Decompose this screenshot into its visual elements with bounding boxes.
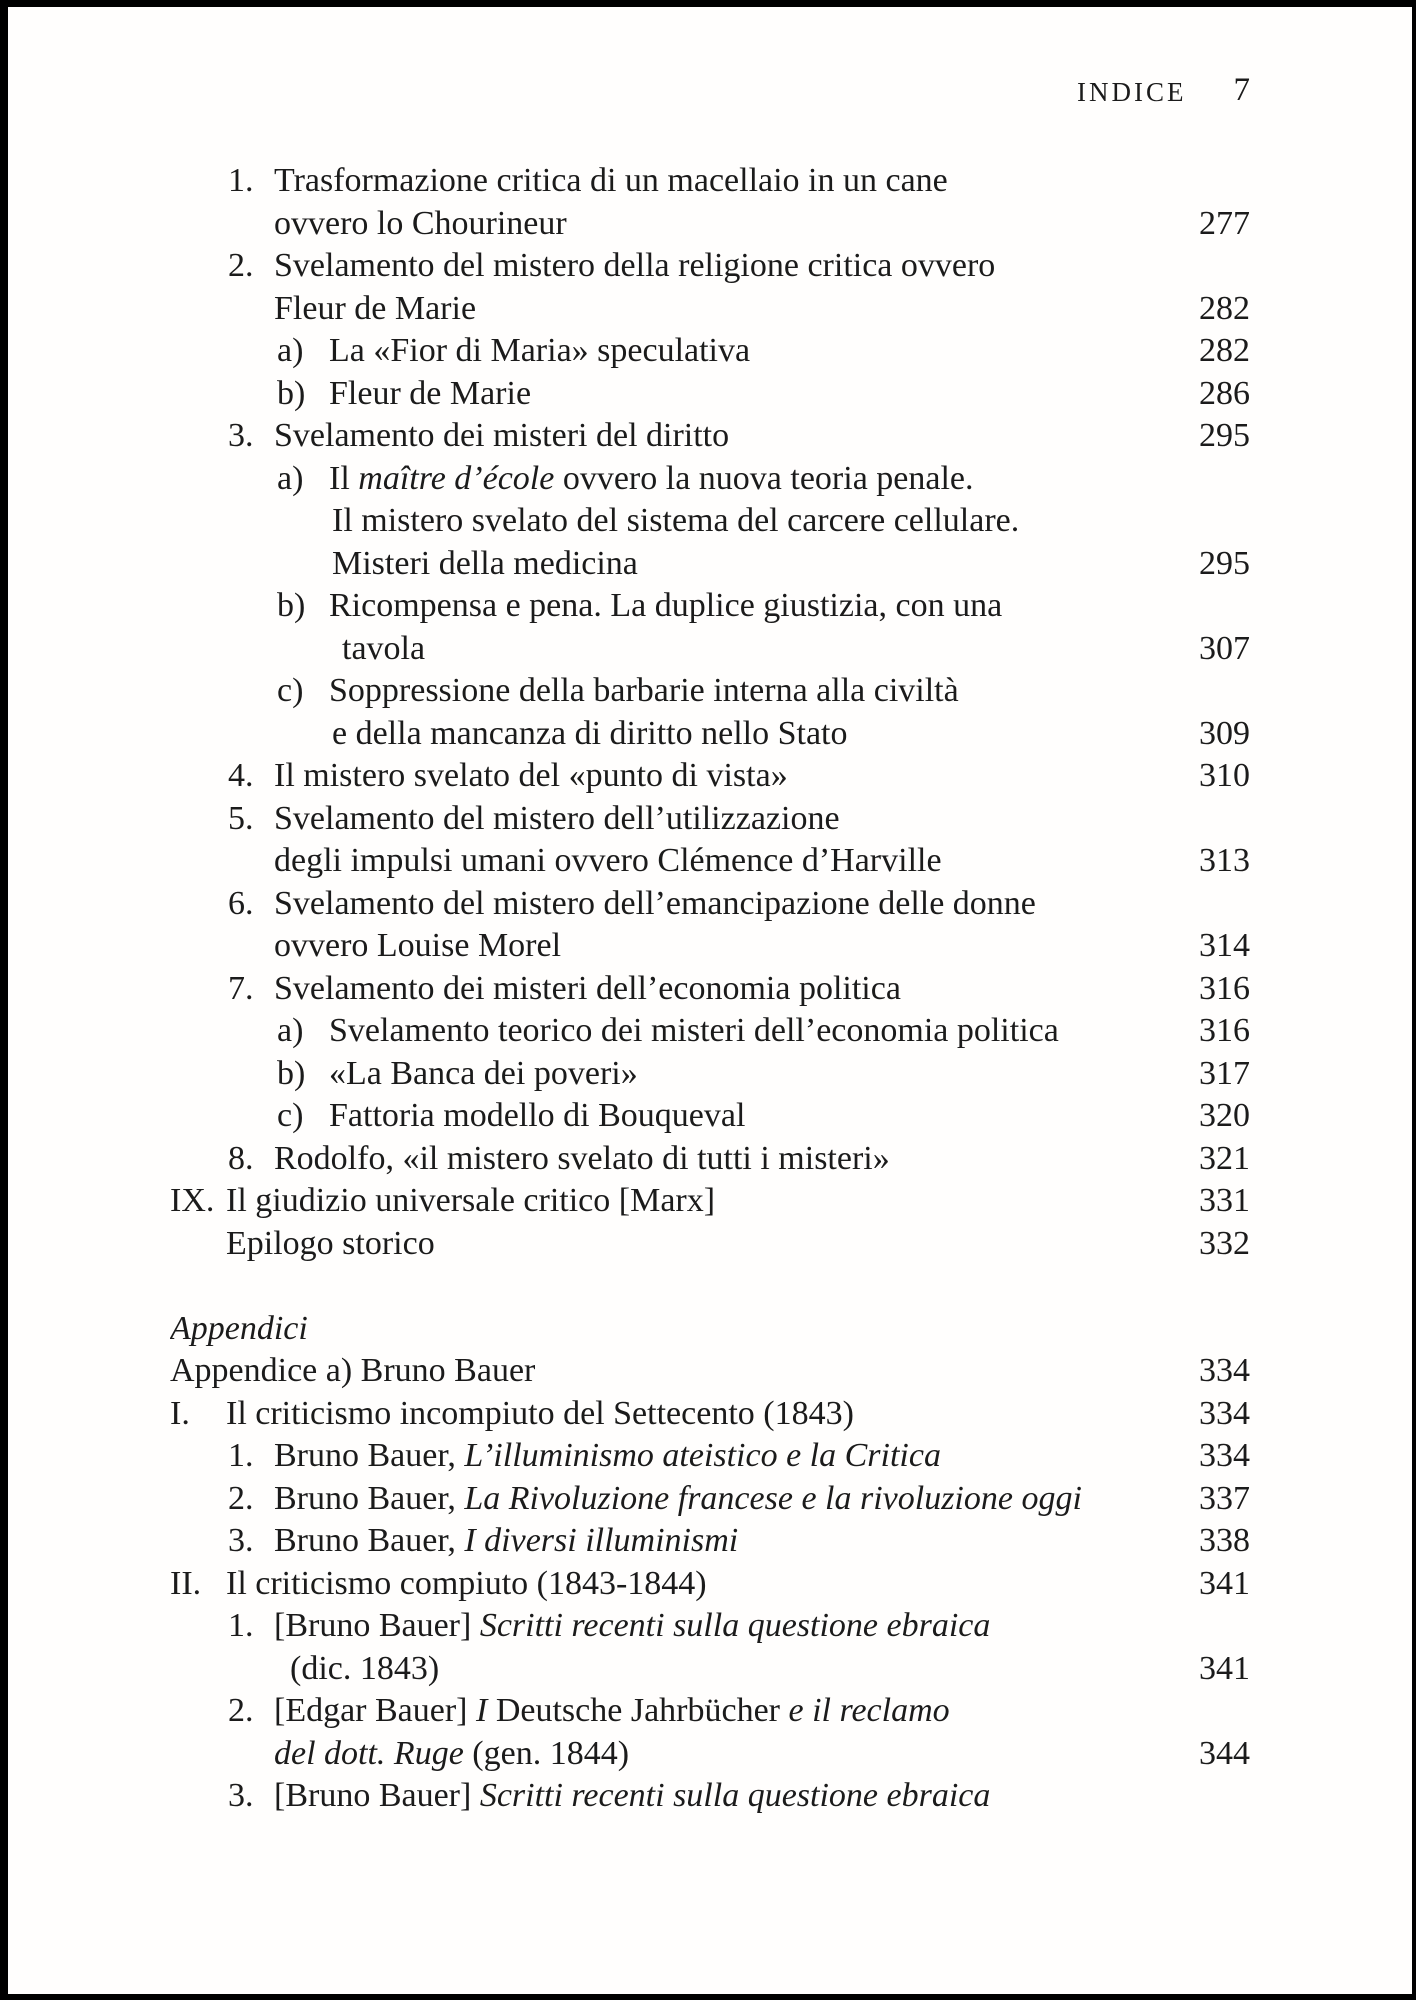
running-head-title: INDICE: [1077, 77, 1187, 107]
toc-row: [8, 1265, 1412, 1308]
toc-row-page-number: 295: [1199, 544, 1250, 582]
toc-row-page-number: 282: [1199, 289, 1250, 327]
toc-row-text: degli impulsi umani ovvero Clémence d’Harville: [274, 842, 942, 879]
toc-row-label: 7.: [228, 969, 254, 1007]
toc-row-text: Soppressione della barbarie interna alla civiltà: [329, 672, 959, 709]
toc-row-page-number: 338: [1199, 1522, 1250, 1559]
toc-row-page-number: 334: [1199, 1394, 1250, 1432]
toc-row-text: Rodolfo, «il mistero svelato di tutti i misteri»: [274, 1139, 890, 1177]
toc-row-page-number: [1238, 1775, 1250, 1818]
toc-row-label: 8.: [228, 1139, 254, 1177]
toc-row-text: Bruno Bauer, La Rivoluzione francese e la rivoluzione oggi: [274, 1479, 1082, 1517]
toc-row-text: Epilogo storico: [226, 1224, 435, 1262]
toc-row-text: Svelamento del mistero dell’emancipazione delle donne: [274, 884, 1036, 922]
toc-row-label: b): [277, 374, 306, 412]
book-page: [8, 7, 1412, 1994]
toc-row-page-number: 341: [1199, 1649, 1250, 1687]
toc-row-label: 2.: [228, 1479, 254, 1517]
toc-row-text: Il mistero svelato del sistema del carcere cellulare.: [332, 502, 1020, 539]
toc-row-page-number: [1238, 160, 1250, 203]
toc-row: [8, 1180, 1412, 1223]
toc-row: [8, 925, 1412, 968]
toc-row: [8, 1605, 1412, 1648]
toc-row-page-number: [1238, 585, 1250, 628]
toc-row-page-number: [1238, 1308, 1250, 1351]
toc-row-page-number: 344: [1199, 1734, 1250, 1772]
toc-row-label: 3.: [228, 1522, 254, 1559]
toc-row: [8, 543, 1412, 586]
toc-row-label: II.: [170, 1564, 202, 1602]
toc-row-label: c): [277, 1097, 304, 1134]
toc-row: [8, 1690, 1412, 1733]
toc-row: [8, 1435, 1412, 1478]
toc-row-page-number: 310: [1199, 757, 1250, 794]
toc-row: [8, 1010, 1412, 1053]
toc-row: [8, 373, 1412, 416]
toc-row-page-number: 320: [1199, 1097, 1250, 1134]
toc-row: [8, 1053, 1412, 1096]
toc-row-page-number: 314: [1199, 927, 1250, 964]
toc-row-text: Fleur de Marie: [274, 289, 477, 327]
toc-row-text: Il giudizio universale critico [Marx]: [226, 1182, 716, 1219]
toc-row-text: [Edgar Bauer] I Deutsche Jahrbücher e il reclamo: [274, 1692, 950, 1729]
toc-row: [8, 415, 1412, 458]
toc-row-text: Il criticismo incompiuto del Settecento (1843): [226, 1394, 854, 1432]
toc-row: [8, 840, 1412, 883]
toc-row-page-number: 277: [1199, 204, 1250, 242]
toc-row-text: «La Banca dei poveri»: [329, 1054, 638, 1092]
toc-row-label: a): [277, 1012, 304, 1049]
toc-row-text: [Bruno Bauer] Scritti recenti sulla questione ebraica: [274, 1607, 991, 1644]
toc-row-label: 2.: [228, 1692, 254, 1729]
toc-row: [8, 1308, 1412, 1351]
toc-row-page-number: 321: [1199, 1139, 1250, 1177]
toc-row-label: 1.: [228, 1437, 254, 1474]
toc-row-page-number: 309: [1199, 714, 1250, 752]
toc-row-text: Fleur de Marie: [329, 374, 532, 412]
toc-row-label: IX.: [170, 1182, 215, 1219]
toc-row-label: 4.: [228, 757, 254, 794]
toc-row: [8, 203, 1412, 246]
toc-row-text: Svelamento del mistero della religione critica ovvero: [274, 247, 996, 284]
toc-row-page-number: 307: [1199, 629, 1250, 667]
toc-row: [8, 458, 1412, 501]
toc-row-page-number: 295: [1199, 417, 1250, 454]
toc-row: [8, 628, 1412, 671]
toc-row-page-number: [1238, 245, 1250, 288]
toc-row-label: b): [277, 1054, 306, 1092]
toc-row: [8, 968, 1412, 1011]
toc-row-text: tavola: [342, 629, 426, 667]
toc-row-page-number: 331: [1199, 1182, 1250, 1219]
toc-row: [8, 288, 1412, 331]
toc-row-label: a): [277, 459, 304, 497]
toc-row-page-number: 334: [1199, 1352, 1250, 1389]
toc-row-label: 5.: [228, 799, 254, 837]
toc-row-text: Trasformazione critica di un macellaio in un cane: [274, 162, 948, 199]
toc-row-text: ovvero Louise Morel: [274, 927, 562, 964]
toc-row: [8, 1393, 1412, 1436]
toc-row: [8, 1648, 1412, 1691]
running-head-page-number: 7: [1233, 72, 1250, 108]
toc-row-label: 1.: [228, 162, 254, 199]
toc-row-label: 6.: [228, 884, 254, 922]
toc-row: [8, 755, 1412, 798]
toc-row-text: [Bruno Bauer] Scritti recenti sulla questione ebraica: [274, 1777, 991, 1814]
toc-row: [8, 1775, 1412, 1818]
toc-row-page-number: [1238, 458, 1250, 501]
toc-row-text: (dic. 1843): [290, 1649, 440, 1687]
toc-row-page-number: [1238, 1690, 1250, 1733]
toc-row-text: del dott. Ruge (gen. 1844): [274, 1734, 630, 1772]
toc-row-text: Il criticismo compiuto (1843-1844): [226, 1564, 707, 1602]
toc-row-label: I.: [170, 1394, 190, 1432]
toc-row: [8, 883, 1412, 926]
toc-row-text: Bruno Bauer, L’illuminismo ateistico e la Critica: [274, 1437, 941, 1474]
toc-row: [8, 1563, 1412, 1606]
toc-row-page-number: [1238, 1605, 1250, 1648]
toc-row: [8, 1138, 1412, 1181]
toc-row: [8, 798, 1412, 841]
toc-row-text: Il maître d’école ovvero la nuova teoria penale.: [329, 459, 974, 497]
toc-row-label: 2.: [228, 247, 254, 284]
toc-row-page-number: 282: [1199, 332, 1250, 369]
toc-row-page-number: 334: [1199, 1437, 1250, 1474]
toc-row-text: Bruno Bauer, I diversi illuminismi: [274, 1522, 739, 1559]
toc-row-text: Fattoria modello di Bouqueval: [329, 1097, 746, 1134]
toc-row: [8, 1350, 1412, 1393]
toc-row-text: Svelamento del mistero dell’utilizzazione: [274, 799, 840, 837]
toc-row-label: c): [277, 672, 304, 709]
toc-row-page-number: 286: [1199, 374, 1250, 412]
toc-row: [8, 1478, 1412, 1521]
toc-row-text: La «Fior di Maria» speculativa: [329, 332, 751, 369]
toc-row-text: ovvero lo Chourineur: [274, 204, 567, 242]
toc-row: [8, 500, 1412, 543]
toc-row-text: Svelamento dei misteri dell’economia politica: [274, 969, 901, 1007]
toc-row: [8, 330, 1412, 373]
toc-row-page-number: 316: [1199, 969, 1250, 1007]
toc-row: [8, 160, 1412, 203]
toc-row: [8, 713, 1412, 756]
toc-row-text: Misteri della medicina: [332, 544, 638, 582]
toc-row-page-number: [1238, 500, 1250, 543]
toc-row-text: Il mistero svelato del «punto di vista»: [274, 757, 788, 794]
toc-row-label: 1.: [228, 1607, 254, 1644]
toc-row-page-number: 337: [1199, 1479, 1250, 1517]
toc-row-text: Svelamento teorico dei misteri dell’economia politica: [329, 1012, 1059, 1049]
toc-row: [8, 1223, 1412, 1266]
toc-row: [8, 1095, 1412, 1138]
table-of-contents: [8, 160, 1412, 1818]
toc-row: [8, 1733, 1412, 1776]
toc-row-text: Appendice a) Bruno Bauer: [170, 1352, 536, 1389]
toc-row: [8, 1520, 1412, 1563]
toc-row-text: Appendici: [170, 1309, 308, 1347]
toc-row-page-number: 317: [1199, 1054, 1250, 1092]
toc-row-page-number: 332: [1199, 1224, 1250, 1262]
toc-row-page-number: 316: [1199, 1012, 1250, 1049]
toc-row-text: Svelamento dei misteri del diritto: [274, 417, 730, 454]
toc-row-label: a): [277, 332, 304, 369]
toc-row-text: e della mancanza di diritto nello Stato: [332, 714, 848, 752]
toc-row: [8, 670, 1412, 713]
toc-row-page-number: [1238, 883, 1250, 926]
toc-row-page-number: 313: [1199, 842, 1250, 879]
toc-row-page-number: [1238, 1265, 1250, 1308]
toc-row-page-number: [1238, 670, 1250, 713]
toc-row-page-number: 341: [1199, 1564, 1250, 1602]
toc-row: [8, 585, 1412, 628]
toc-row-label: 3.: [228, 1777, 254, 1814]
toc-row-text: Ricompensa e pena. La duplice giustizia, con una: [329, 587, 1003, 624]
toc-row-page-number: [1238, 798, 1250, 841]
toc-row: [8, 245, 1412, 288]
running-head: [8, 74, 1412, 110]
toc-row-label: 3.: [228, 417, 254, 454]
toc-row-label: b): [277, 587, 306, 624]
